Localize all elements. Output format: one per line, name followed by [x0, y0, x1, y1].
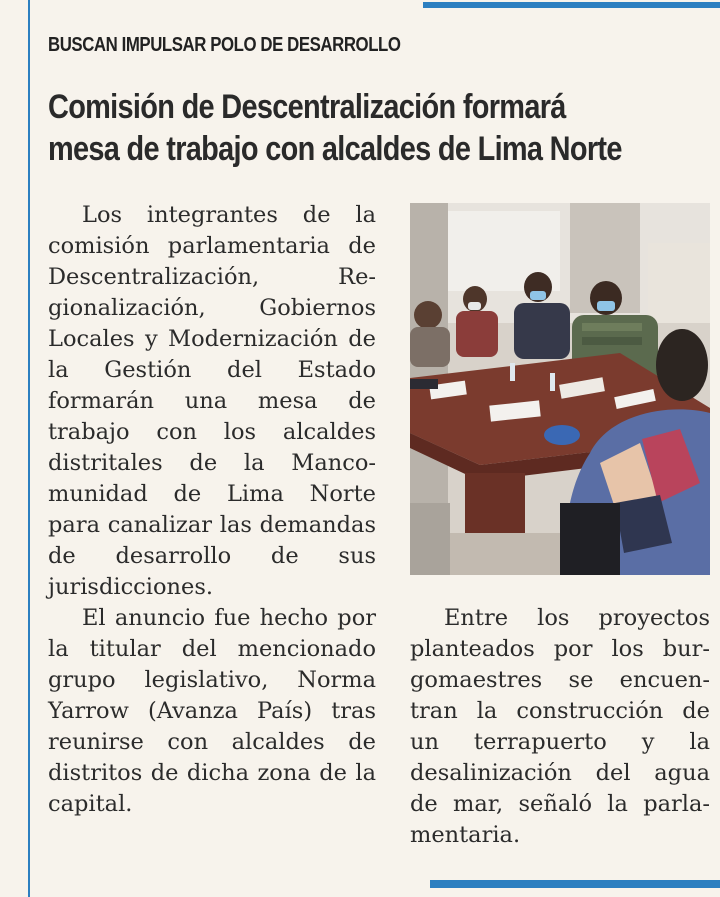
- meeting-photo-illustration: [410, 203, 710, 575]
- body-paragraph: Los integrantes de la comisión parlamentaria de Descentralización, Regionalización, Gobiernos Locales y Modernización de la Gestión del Estado formarán una mesa de trabajo con los alcaldes distritales de la Mancomunidad de Lima Norte para canalizar las demandas de desarrollo de sus jurisdicciones.: [48, 202, 376, 600]
- body-column-left: [48, 200, 376, 820]
- body-column-right: [410, 603, 710, 851]
- headline-line-1: Comisión de Descentralización formará: [48, 88, 566, 126]
- left-divider-rule: [28, 0, 30, 897]
- meeting-photo: [410, 203, 710, 575]
- bottom-accent-bar: [430, 880, 720, 888]
- top-accent-bar: [423, 2, 720, 8]
- body-paragraph: Entre los proyectos planteados por los burgomaestres se encuentran la construcción de un terrapuerto y la desalinización del agua de mar, señaló la parlamentaria.: [410, 605, 710, 848]
- article-headline: [48, 86, 703, 170]
- article-kicker: BUSCAN IMPULSAR POLO DE DESARROLLO: [48, 34, 401, 56]
- body-paragraph: El anuncio fue hecho por la titular del mencionado grupo legislativo, Norma Yarrow (Avanza País) tras reunirse con alcaldes de distritos de dicha zona de la capital.: [48, 605, 376, 817]
- headline-line-2: mesa de trabajo con alcaldes de Lima Norte: [48, 130, 622, 168]
